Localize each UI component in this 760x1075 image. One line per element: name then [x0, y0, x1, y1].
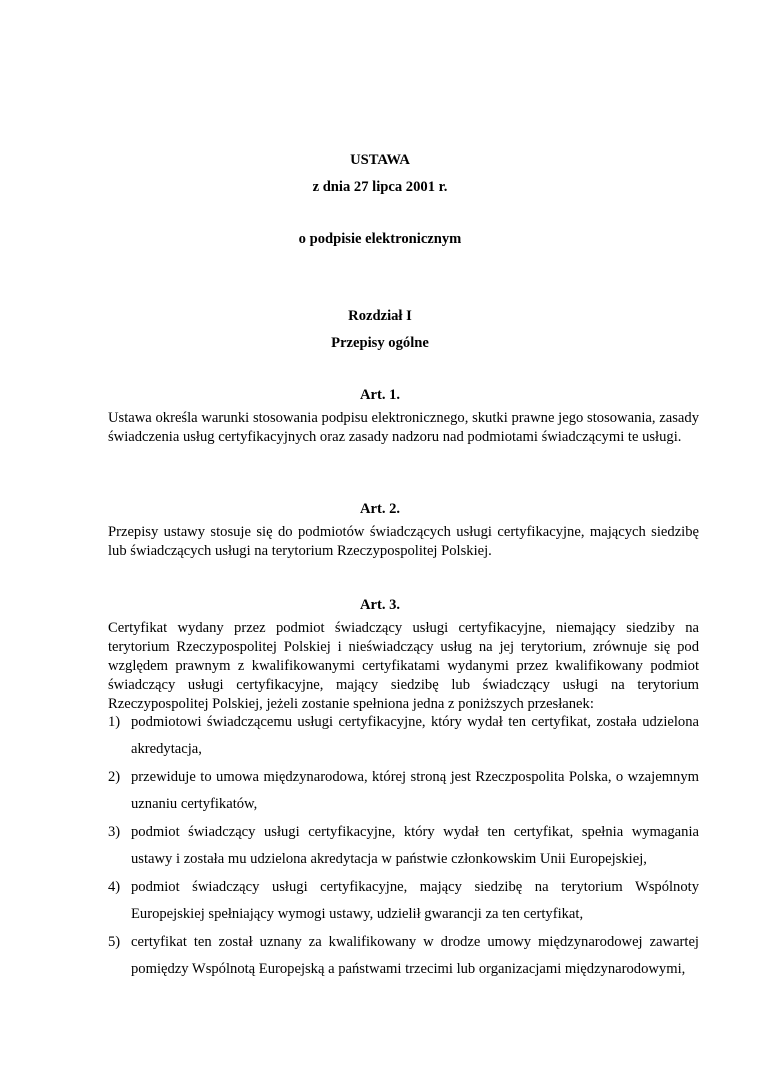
list-item-text: certyfikat ten został uznany za kwalifikowany w drodze umowy międzynarodowej zawartej pomiędzy Wspólnotą Europejską a państwami trzecimi lub organizacjami międzynarodowymi, — [131, 934, 699, 977]
list-item-text: przewiduje to umowa międzynarodowa, której stroną jest Rzeczpospolita Polska, o wzajemnym uznaniu certyfikatów, — [131, 769, 699, 812]
list-item-number: 4) — [108, 879, 121, 895]
document-date: z dnia 27 lipca 2001 r. — [312, 179, 448, 195]
list-item — [108, 764, 699, 817]
article-2-text: Przepisy ustawy stosuje się do podmiotów świadczących usługi certyfikacyjne, mających siedzibę lub świadczących usługi na terytorium Rzeczypospolitej Polskiej. — [108, 524, 699, 559]
article-3-heading: Art. 3. — [359, 597, 401, 613]
list-item-number: 3) — [108, 824, 121, 840]
chapter-title: Przepisy ogólne — [331, 335, 429, 351]
list-item — [108, 874, 699, 927]
list-item-text: podmiot świadczący usługi certyfikacyjne, mający siedzibę na terytorium Wspólnoty Europejskiej spełniający wymogi ustawy, udzielił gwarancji za ten certyfikat, — [131, 879, 699, 922]
list-item-text: podmiot świadczący usługi certyfikacyjne, który wydał ten certyfikat, spełnia wymagania ustawy i została mu udzielona akredytacja w państwie członkowskim Unii Europejskiej, — [131, 824, 699, 867]
list-item-number: 1) — [108, 714, 121, 730]
list-item-number: 5) — [108, 934, 121, 950]
list-item — [108, 819, 699, 872]
list-item-text: podmiotowi świadczącemu usługi certyfikacyjne, który wydał ten certyfikat, została udzielona akredytacja, — [131, 714, 699, 757]
article-1-text: Ustawa określa warunki stosowania podpisu elektronicznego, skutki prawne jego stosowania, zasady świadczenia usług certyfikacyjnych oraz zasady nadzoru nad podmiotami świadczącymi te usługi. — [108, 410, 699, 445]
article-2-heading: Art. 2. — [359, 501, 401, 517]
list-item-number: 2) — [108, 769, 121, 785]
chapter-number: Rozdział I — [348, 308, 412, 324]
list-item — [108, 929, 699, 982]
article-3-text: Certyfikat wydany przez podmiot świadczący usługi certyfikacyjne, niemający siedziby na terytorium Rzeczypospolitej Polskiej i nieświadczący usług na jej terytorium, zrównuje się pod względem prawnym z kwalifikowanymi certyfikatami wydanymi przez kwalifikowany podmiot świadczący usługi certyfikacyjne, mający siedzibę lub świadczący usługi na terytorium Rzeczypospolitej Polskiej, jeżeli zostanie spełniona jedna z poniższych przesłanek: — [108, 620, 699, 712]
article-1-heading: Art. 1. — [359, 387, 401, 403]
document-subject: o podpisie elektronicznym — [298, 231, 462, 247]
list-item — [108, 709, 699, 762]
document-title: USTAWA — [350, 152, 410, 168]
